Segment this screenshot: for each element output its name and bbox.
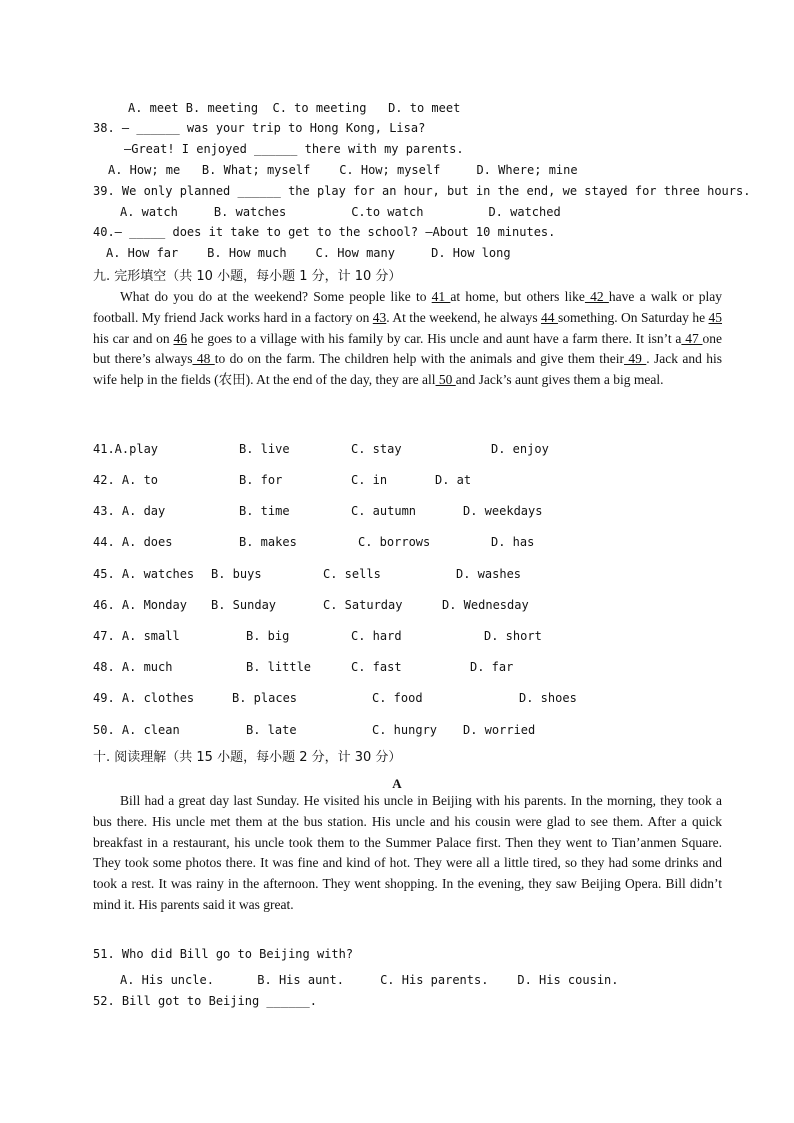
option-43-c: C. autumn: [351, 504, 417, 518]
option-41-b: B. live: [239, 442, 290, 456]
option-42-c: C. in: [351, 473, 388, 487]
blank-41: 41: [431, 289, 451, 304]
cloze-passage: What do you do at the weekend? Some people like to 41 at home, but others like 42 have a walk or play football. My friend Jack works hard in a factory on 43. At the weekend, he always 44 something. On Saturday he 45 his car and on 46 he goes to a village with his family by car. His uncle and aunt have a farm there. It isn’t a 47 one but there’s always 48 to do on the farm. The children help with the animals and give them their 49 . Jack and his wife help in the fields (农田). At the end of the day, they are all 50 and Jack’s aunt gives them a big meal.: [93, 289, 723, 388]
q39-question: 39. We only planned ______ the play for an hour, but in the end, we stayed for three hours.: [93, 184, 751, 198]
option-45-n: 45. A. watches: [93, 567, 195, 581]
option-44-c: C. borrows: [358, 535, 431, 549]
q39-options: A. watch B. watches C.to watch D. watched: [120, 205, 561, 219]
q51-options: A. His uncle. B. His aunt. C. His parents. D. His cousin.: [120, 973, 619, 987]
option-45-b: B. buys: [211, 567, 262, 581]
option-44-d: D. has: [491, 535, 535, 549]
reading-passage: Bill had a great day last Sunday. He visited his uncle in Beijing with his parents. In the morning, they took a bus there. His uncle met them at the bus station. His uncle and his cousin were glad to see them. After a quick breakfast in a restaurant, his uncle took them to the Summer Palace first. Then they went to Tian’anmen Square. They took some photos there. It was fine and kind of hot. They were all a little tired, so they had some drinks and took a rest. It was rainy in the afternoon. They went shopping. In the evening, they saw Beijing Opera. Bill didn’t mind it. His parents said it was great.: [93, 793, 722, 912]
option-50-d: D. worried: [463, 723, 536, 737]
option-46-d: D. Wednesday: [442, 598, 529, 612]
blank-44: 44: [541, 309, 558, 325]
section9-heading: 九. 完形填空（共 10 小题，每小题 1 分，计 10 分）: [93, 269, 402, 284]
q38-response: —Great! I enjoyed ______ there with my parents.: [124, 142, 464, 156]
option-42-d: D. at: [435, 473, 472, 487]
option-46-c: C. Saturday: [323, 598, 403, 612]
option-48-d: D. far: [470, 660, 514, 674]
passage-label: A: [392, 776, 402, 791]
option-43-b: B. time: [239, 504, 290, 518]
option-48-c: C. fast: [351, 660, 402, 674]
option-44-n: 44. A. does: [93, 535, 173, 549]
q52-question: 52. Bill got to Beijing ______.: [93, 994, 317, 1008]
blank-47: 47: [681, 330, 703, 346]
option-41-n: 41.A.play: [93, 442, 159, 456]
option-50-n: 50. A. clean: [93, 723, 180, 737]
option-47-d: D. short: [484, 629, 542, 643]
q40-options: A. How far B. How much C. How many D. How long: [106, 246, 511, 260]
option-45-d: D. washes: [456, 567, 522, 581]
option-41-d: D. enjoy: [491, 442, 549, 456]
q40-question: 40.— _____ does it take to get to the school? —About 10 minutes.: [93, 225, 556, 239]
option-46-b: B. Sunday: [211, 598, 277, 612]
option-48-b: B. little: [246, 660, 312, 674]
option-49-n: 49. A. clothes: [93, 691, 195, 705]
option-49-b: B. places: [232, 691, 298, 705]
q37-options: A. meet B. meeting C. to meeting D. to meet: [128, 101, 461, 115]
option-43-n: 43. A. day: [93, 504, 166, 518]
option-47-n: 47. A. small: [93, 629, 180, 643]
option-42-n: 42. A. to: [93, 473, 159, 487]
option-42-b: B. for: [239, 473, 283, 487]
q38-question: 38. — ______ was your trip to Hong Kong, Lisa?: [93, 121, 426, 135]
section10-heading: 十. 阅读理解（共 15 小题，每小题 2 分，计 30 分）: [93, 750, 402, 765]
q51-question: 51. Who did Bill go to Beijing with?: [93, 947, 354, 961]
option-43-d: D. weekdays: [463, 504, 543, 518]
option-50-c: C. hungry: [372, 723, 438, 737]
option-44-b: B. makes: [239, 535, 297, 549]
blank-45: 45: [708, 309, 723, 325]
blank-50: 50: [435, 372, 456, 388]
blank-46: 46: [173, 330, 187, 346]
option-49-c: C. food: [372, 691, 423, 705]
blank-42: 42: [584, 289, 609, 304]
option-50-b: B. late: [246, 723, 297, 737]
option-41-c: C. stay: [351, 442, 402, 456]
blank-49: 49: [624, 351, 647, 367]
option-49-d: D. shoes: [519, 691, 577, 705]
option-45-c: C. sells: [323, 567, 381, 581]
option-46-n: 46. A. Monday: [93, 598, 187, 612]
blank-48: 48: [192, 351, 215, 367]
option-47-b: B. big: [246, 629, 290, 643]
option-48-n: 48. A. much: [93, 660, 173, 674]
q38-options: A. How; me B. What; myself C. How; myself D. Where; mine: [108, 163, 578, 177]
option-47-c: C. hard: [351, 629, 402, 643]
blank-43: 43: [372, 309, 387, 325]
